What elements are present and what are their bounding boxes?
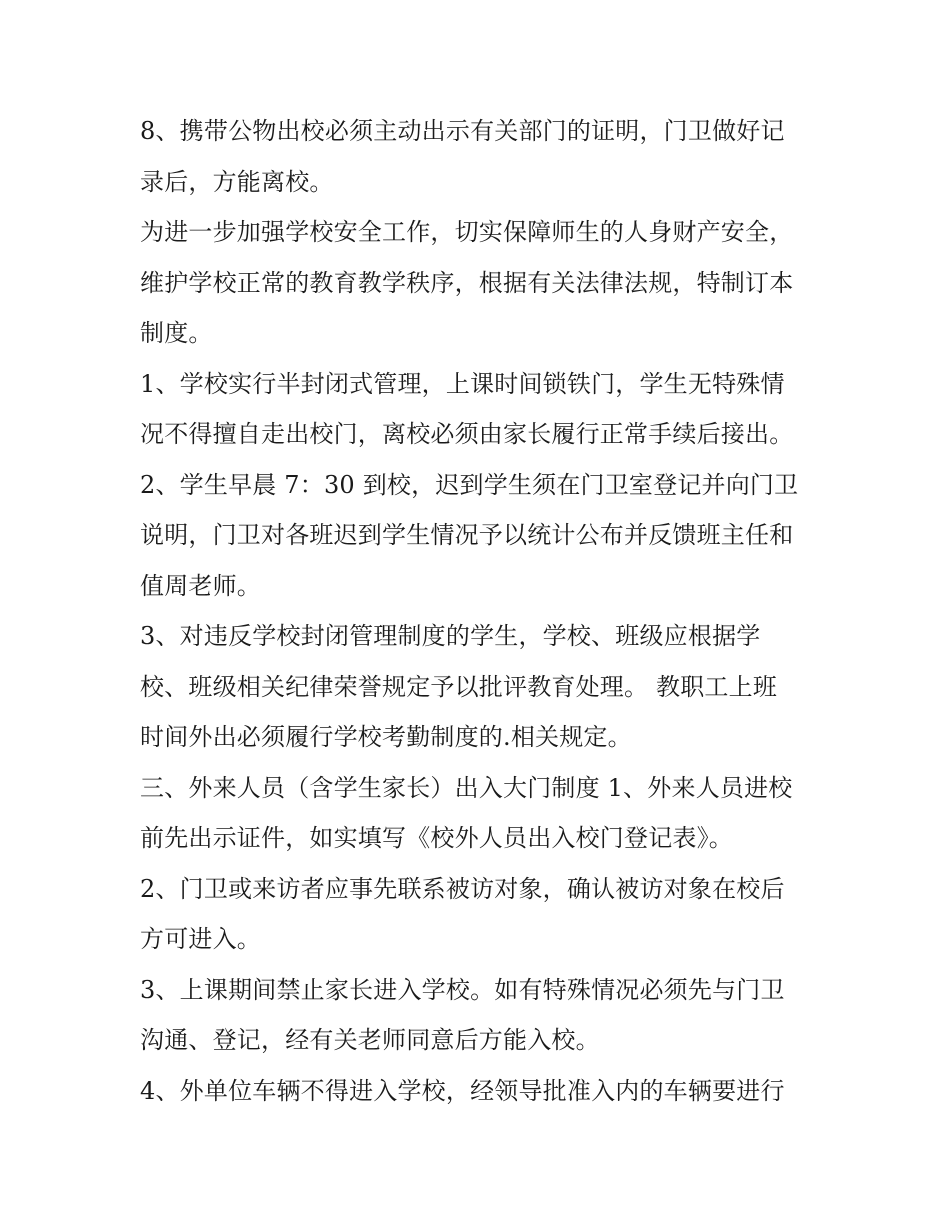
text-line: 3、上课期间禁止家长进入学校。如有特殊情况必须先与门卫: [140, 975, 785, 1004]
text-line: 说明，门卫对各班迟到学生情况予以统计公布并反馈班主任和: [140, 521, 794, 549]
text-line: 录后，方能离校。: [140, 167, 334, 196]
text-line: 三、外来人员（含学生家长）出入大门制度 1、外来人员进校: [140, 773, 793, 802]
text-line: 3、对违反学校封闭管理制度的学生，学校、班级应根据学: [140, 622, 761, 650]
text-line: 8、携带公物出校必须主动出示有关部门的证明，门卫做好记: [140, 117, 785, 145]
text-line: 4、外单位车辆不得进入学校，经领导批准入内的车辆要进行: [140, 1076, 785, 1105]
text-line: 校、班级相关纪律荣誉规定予以批评教育处理。 教职工上班: [140, 672, 778, 701]
text-line: 方可进入。: [140, 925, 261, 953]
text-line: 为进一步加强学校安全工作，切实保障师生的人身财产安全，: [140, 218, 794, 246]
text-line: 沟通、登记，经有关老师同意后方能入校。: [140, 1026, 600, 1054]
text-line: 制度。: [140, 319, 213, 347]
document-body: [140, 106, 830, 1116]
text-line: 维护学校正常的教育教学秩序，根据有关法律法规，特制订本: [140, 268, 794, 297]
text-line: 值周老师。: [140, 571, 261, 600]
text-line: 2、学生早晨 7：30 到校，迟到学生须在门卫室登记并向门卫: [140, 470, 799, 499]
text-line: 况不得擅自走出校门，离校必须由家长履行正常手续后接出。: [140, 420, 794, 448]
text-line: 前先出示证件，如实填写《校外人员出入校门登记表》。: [140, 824, 733, 852]
text-line: 时间外出必须履行学校考勤制度的.相关规定。: [140, 723, 632, 751]
text-line: 1、学校实行半封闭式管理，上课时间锁铁门，学生无特殊情: [140, 369, 785, 398]
text-line: 2、门卫或来访者应事先联系被访对象，确认被访对象在校后: [140, 874, 785, 903]
